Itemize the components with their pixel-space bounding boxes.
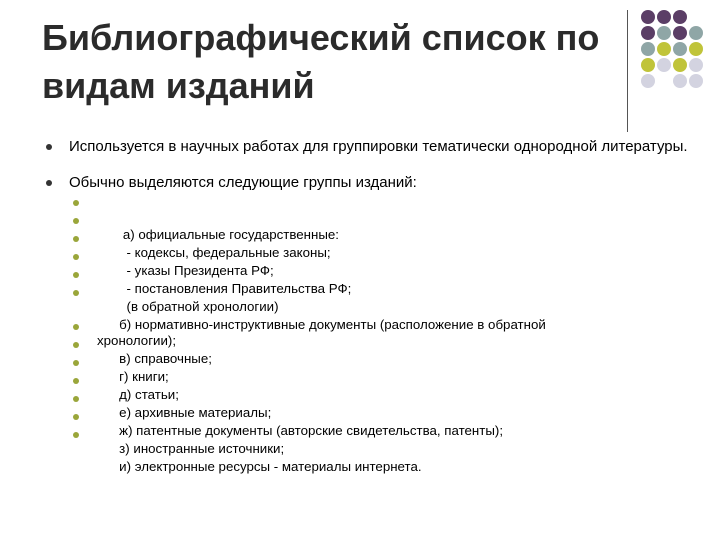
decorative-dot <box>673 74 687 88</box>
sub-bullet-text: з) иностранные источники; <box>111 441 285 456</box>
bullet-dot-icon <box>73 342 79 348</box>
bullet-dot-icon <box>46 180 52 186</box>
sub-bullet-text: е) архивные материалы; <box>111 405 272 420</box>
decorative-dot <box>657 26 671 40</box>
bullet-dot-icon <box>73 360 79 366</box>
sub-bullet-text: - постановления Правительства РФ; <box>111 281 352 296</box>
bullet-dot-icon <box>73 324 79 330</box>
slide-title: Библиографический список по видам изданий <box>42 17 600 106</box>
decorative-dot <box>641 58 655 72</box>
decorative-dot <box>689 42 703 56</box>
decorative-dot <box>641 26 655 40</box>
bullet-dot-icon <box>46 144 52 150</box>
bullet-dot-icon <box>73 200 79 206</box>
sub-bullet-text: в) справочные; <box>111 351 212 366</box>
bullet-dot-icon <box>73 272 79 278</box>
decorative-dot <box>641 42 655 56</box>
decorative-dot <box>657 58 671 72</box>
decorative-dot <box>673 10 687 24</box>
decorative-dot <box>657 42 671 56</box>
decorative-dot <box>657 10 671 24</box>
bullet-dot-icon <box>73 414 79 420</box>
sub-bullet-text: а) официальные государственные: <box>111 227 339 242</box>
bullet-dot-icon <box>73 396 79 402</box>
decorative-dot <box>673 26 687 40</box>
bullet-dot-icon <box>73 432 79 438</box>
bullet-text: Используется в научных работах для группировки тематически однородной литературы. <box>69 138 688 155</box>
sub-bullet-text: (в обратной хронологии) <box>111 299 279 314</box>
bullet-dot-icon <box>73 254 79 260</box>
bullet-dot-icon <box>73 218 79 224</box>
sub-bullet-text: б) нормативно-инструктивные документы (расположение в обратной хронологии); <box>97 317 550 348</box>
decorative-dot <box>689 74 703 88</box>
bullet-item <box>69 139 699 155</box>
sub-bullet-text: и) электронные ресурсы - материалы интернета. <box>111 459 422 474</box>
decorative-dot <box>673 58 687 72</box>
title-divider <box>627 10 628 132</box>
bullet-dot-icon <box>73 378 79 384</box>
sub-bullet-text: - указы Президента РФ; <box>111 263 274 278</box>
decorative-dot <box>689 58 703 72</box>
bullet-dot-icon <box>73 236 79 242</box>
decorative-dot <box>689 26 703 40</box>
decorative-dot <box>673 42 687 56</box>
sub-bullet-text: - кодексы, федеральные законы; <box>111 245 331 260</box>
decorative-dot <box>641 74 655 88</box>
sub-bullet-item <box>97 427 697 491</box>
bullet-dot-icon <box>73 290 79 296</box>
sub-bullet-text: д) статьи; <box>111 387 179 402</box>
bullet-item <box>69 175 699 191</box>
bullet-text: Обычно выделяются следующие группы изданий: <box>69 174 417 191</box>
sub-bullet-text: г) книги; <box>111 369 169 384</box>
decorative-dot <box>641 10 655 24</box>
sub-bullet-text: ж) патентные документы (авторские свидетельства, патенты); <box>111 423 504 438</box>
